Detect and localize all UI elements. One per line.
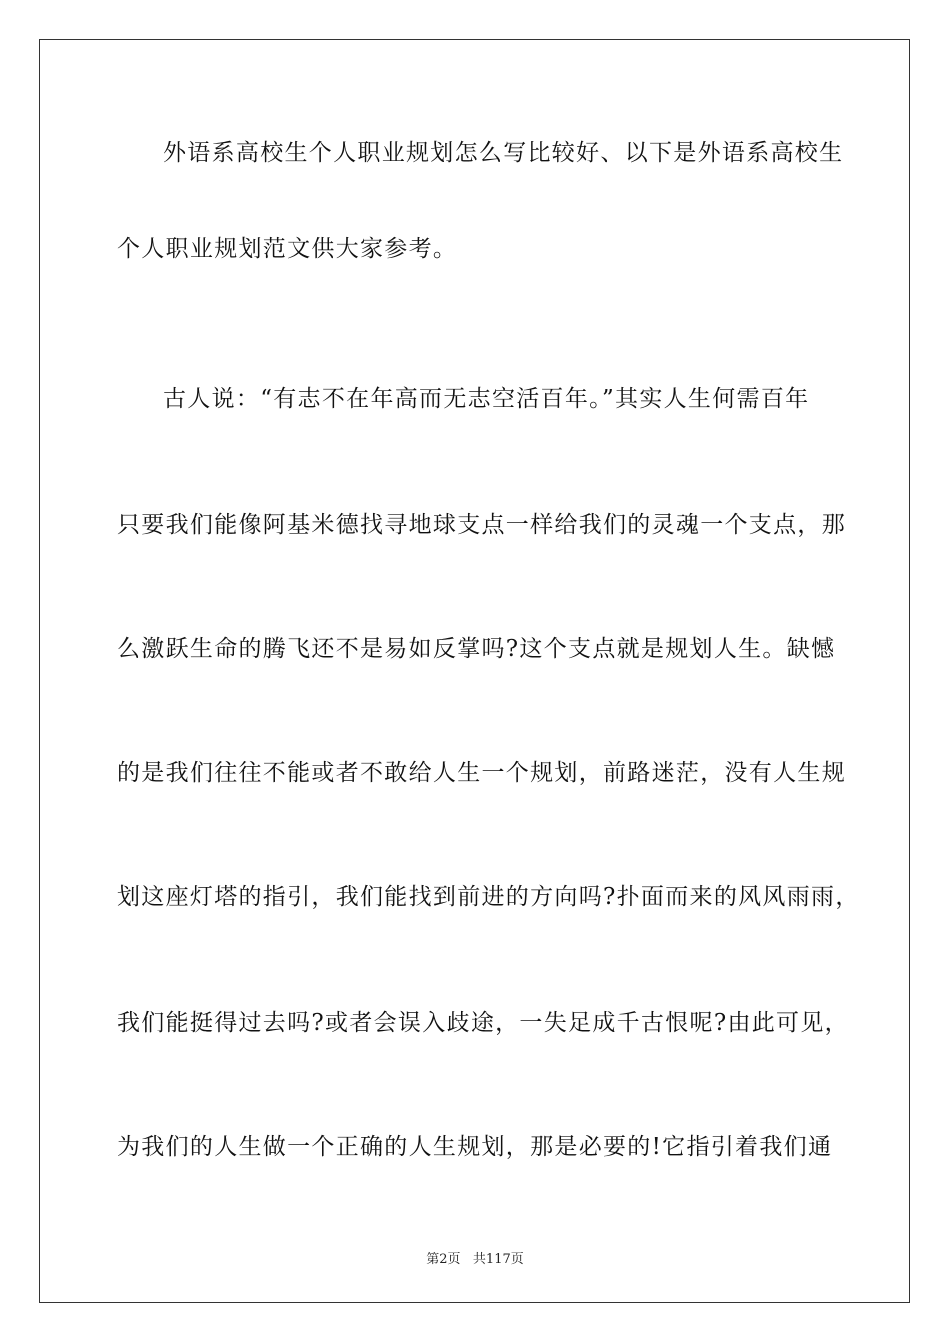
paragraph-1-line-1: 外语系高校生个人职业规划怎么写比较好、以下是外语系高校生 <box>163 140 844 166</box>
paragraph-1-line-2: 个人职业规划范文供大家参考。 <box>117 236 458 262</box>
page-border <box>39 39 910 1303</box>
paragraph-2-line-3: 么激跃生命的腾飞还不是易如反掌吗?这个支点就是规划人生。缺憾 <box>117 636 836 662</box>
page-total: 共117页 <box>472 1252 524 1267</box>
page-footer <box>0 1248 950 1267</box>
paragraph-2-line-2: 只要我们能像阿基米德找寻地球支点一样给我们的灵魂一个支点，那 <box>117 512 846 538</box>
paragraph-2-line-4: 的是我们往往不能或者不敢给人生一个规划，前路迷茫，没有人生规 <box>117 760 846 786</box>
paragraph-2-line-1: 古人说：“有志不在年高而无志空活百年。”其实人生何需百年 <box>163 386 810 412</box>
paragraph-2-line-6: 我们能挺得过去吗?或者会误入歧途，一失足成千古恨呢?由此可见， <box>117 1010 849 1036</box>
paragraph-2-line-7: 为我们的人生做一个正确的人生规划，那是必要的!它指引着我们通 <box>117 1134 833 1160</box>
paragraph-2-line-5: 划这座灯塔的指引，我们能找到前进的方向吗?扑面而来的风风雨雨， <box>117 884 860 910</box>
page-number: 第2页 <box>426 1252 461 1267</box>
